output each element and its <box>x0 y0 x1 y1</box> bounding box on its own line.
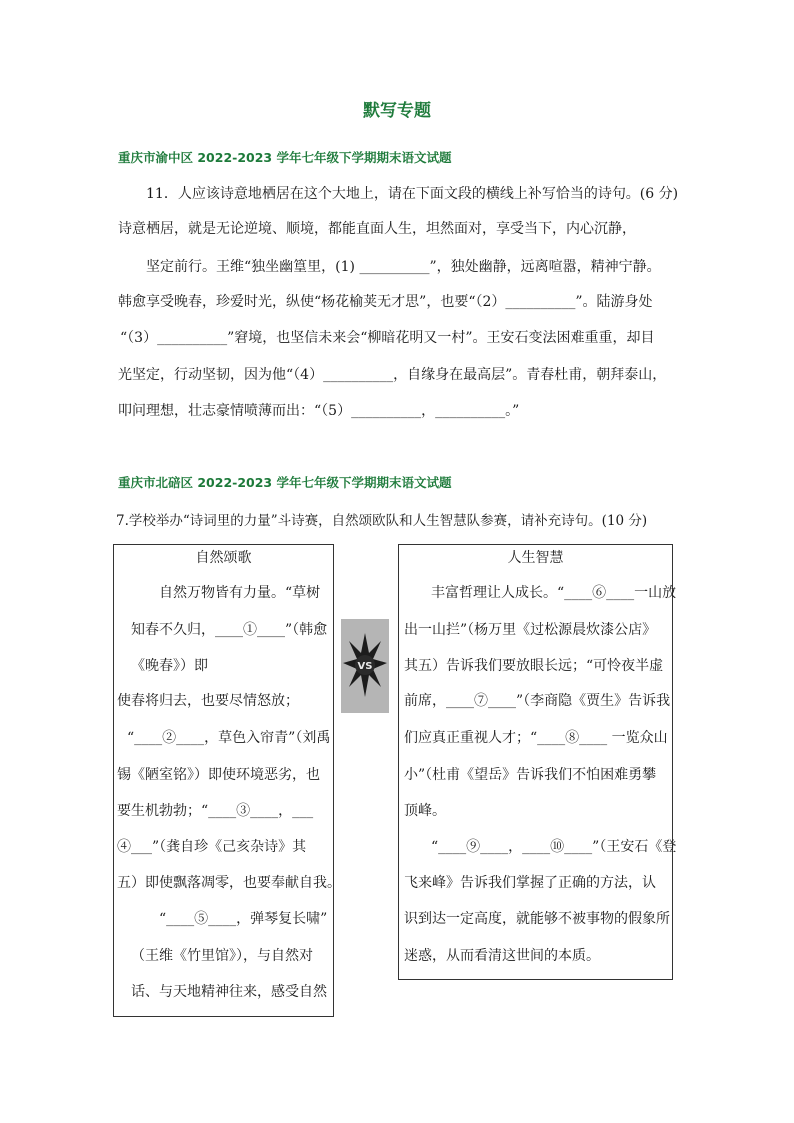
box-line: 使春将归去，也要尽情怒放； <box>117 693 299 709</box>
box-line: “____⑨____，____⑩____”（王安石《登 <box>431 839 677 855</box>
section1-heading: 重庆市渝中区 2022-2023 学年七年级下学期期末语文试题 <box>118 150 452 165</box>
box-line: 识到达一定高度，就能够不被事物的假象所 <box>404 911 670 927</box>
box-line: 其五）告诉我们要放眼长远；“可怜夜半虚 <box>404 658 664 674</box>
paragraph-line: 诗意栖居，就是无论逆境、顺境，都能直面人生，坦然面对，享受当下，内心沉静， <box>118 221 636 237</box>
paragraph-line: “（3）__________”窘境，也坚信未来会“柳暗花明又一村”。王安石变法困难重重，却目 <box>120 330 655 346</box>
box-line: 锡《陋室铭》）即使环境恶劣，也 <box>117 767 320 783</box>
box-line: 话、与天地精神往来，感受自然 <box>131 984 327 1000</box>
box-line: 知春不久归，____①____”（韩愈 <box>131 622 328 638</box>
box-line: ④___”（龚自珍《己亥杂诗》其 <box>117 839 307 855</box>
vs-label: VS <box>357 661 373 672</box>
page-title: 默写专题 <box>363 101 431 121</box>
question-11-prompt: 11．人应该诗意地栖居在这个大地上，请在下面文段的横线上补写恰当的诗句。(6 分) <box>146 186 679 202</box>
box-line: 们应真正重视人才；“____⑧____ 一览众山 <box>404 730 668 746</box>
paragraph-line: 坚定前行。王维“独坐幽篁里，(1) __________”，独处幽静，远离喧嚣，精神宁静。 <box>146 259 661 275</box>
box-line: 出一山拦”（杨万里《过松源晨炊漆公店》 <box>404 622 657 638</box>
nature-ode-box <box>113 544 341 1017</box>
vs-emblem-image <box>341 619 389 713</box>
paragraph-line: 光坚定，行动坚韧，因为他“（4）__________，自缘身在最高层”。青春杜甫，朝拜泰山， <box>118 367 667 383</box>
box-line: “____②____，草色入帘青”（刘禹 <box>127 730 331 746</box>
box-line: （王维《竹里馆》），与自然对 <box>131 948 313 964</box>
box-line: 顶峰。 <box>404 803 446 819</box>
box-line: 小”（杜甫《望岳》告诉我们不怕困难勇攀 <box>404 767 657 783</box>
box-line: “____⑤____，弹琴复长啸” <box>159 911 328 927</box>
box-line: 丰富哲理让人成长。“____⑥____一山放 <box>431 585 677 601</box>
box-line: 飞来峰》告诉我们掌握了正确的方法，认 <box>404 875 656 891</box>
paragraph-line: 叩问理想，壮志豪情喷薄而出：“（5）__________，__________。” <box>118 403 520 419</box>
box-line: 自然万物皆有力量。“草树 <box>159 585 321 601</box>
box-line: 迷惑，从而看清这世间的本质。 <box>404 948 600 964</box>
box-line: 前席，____⑦____”（李商隐《贾生》告诉我 <box>404 693 671 709</box>
box-line: 五）即使飘落凋零，也要奉献自我。 <box>117 875 341 891</box>
question-7-prompt: 7.学校举办“诗词里的力量”斗诗赛，自然颂欧队和人生智慧队参赛，请补充诗句。(10 分) <box>116 513 648 529</box>
vs-starburst-icon <box>341 619 389 713</box>
section2-heading: 重庆市北碚区 2022-2023 学年七年级下学期期末语文试题 <box>118 475 452 490</box>
paragraph-line: 韩愈享受晚春，珍爱时光，纵使“杨花榆荚无才思”，也要“（2）__________”。陆游身处 <box>118 294 653 310</box>
nature-ode-title: 自然颂歌 <box>195 550 252 566</box>
life-wisdom-box <box>398 544 677 980</box>
box-line: 要生机勃勃；“____③____，___ <box>117 803 314 819</box>
life-wisdom-title: 人生智慧 <box>507 550 564 566</box>
box-line: 《晚春》）即 <box>131 658 208 674</box>
